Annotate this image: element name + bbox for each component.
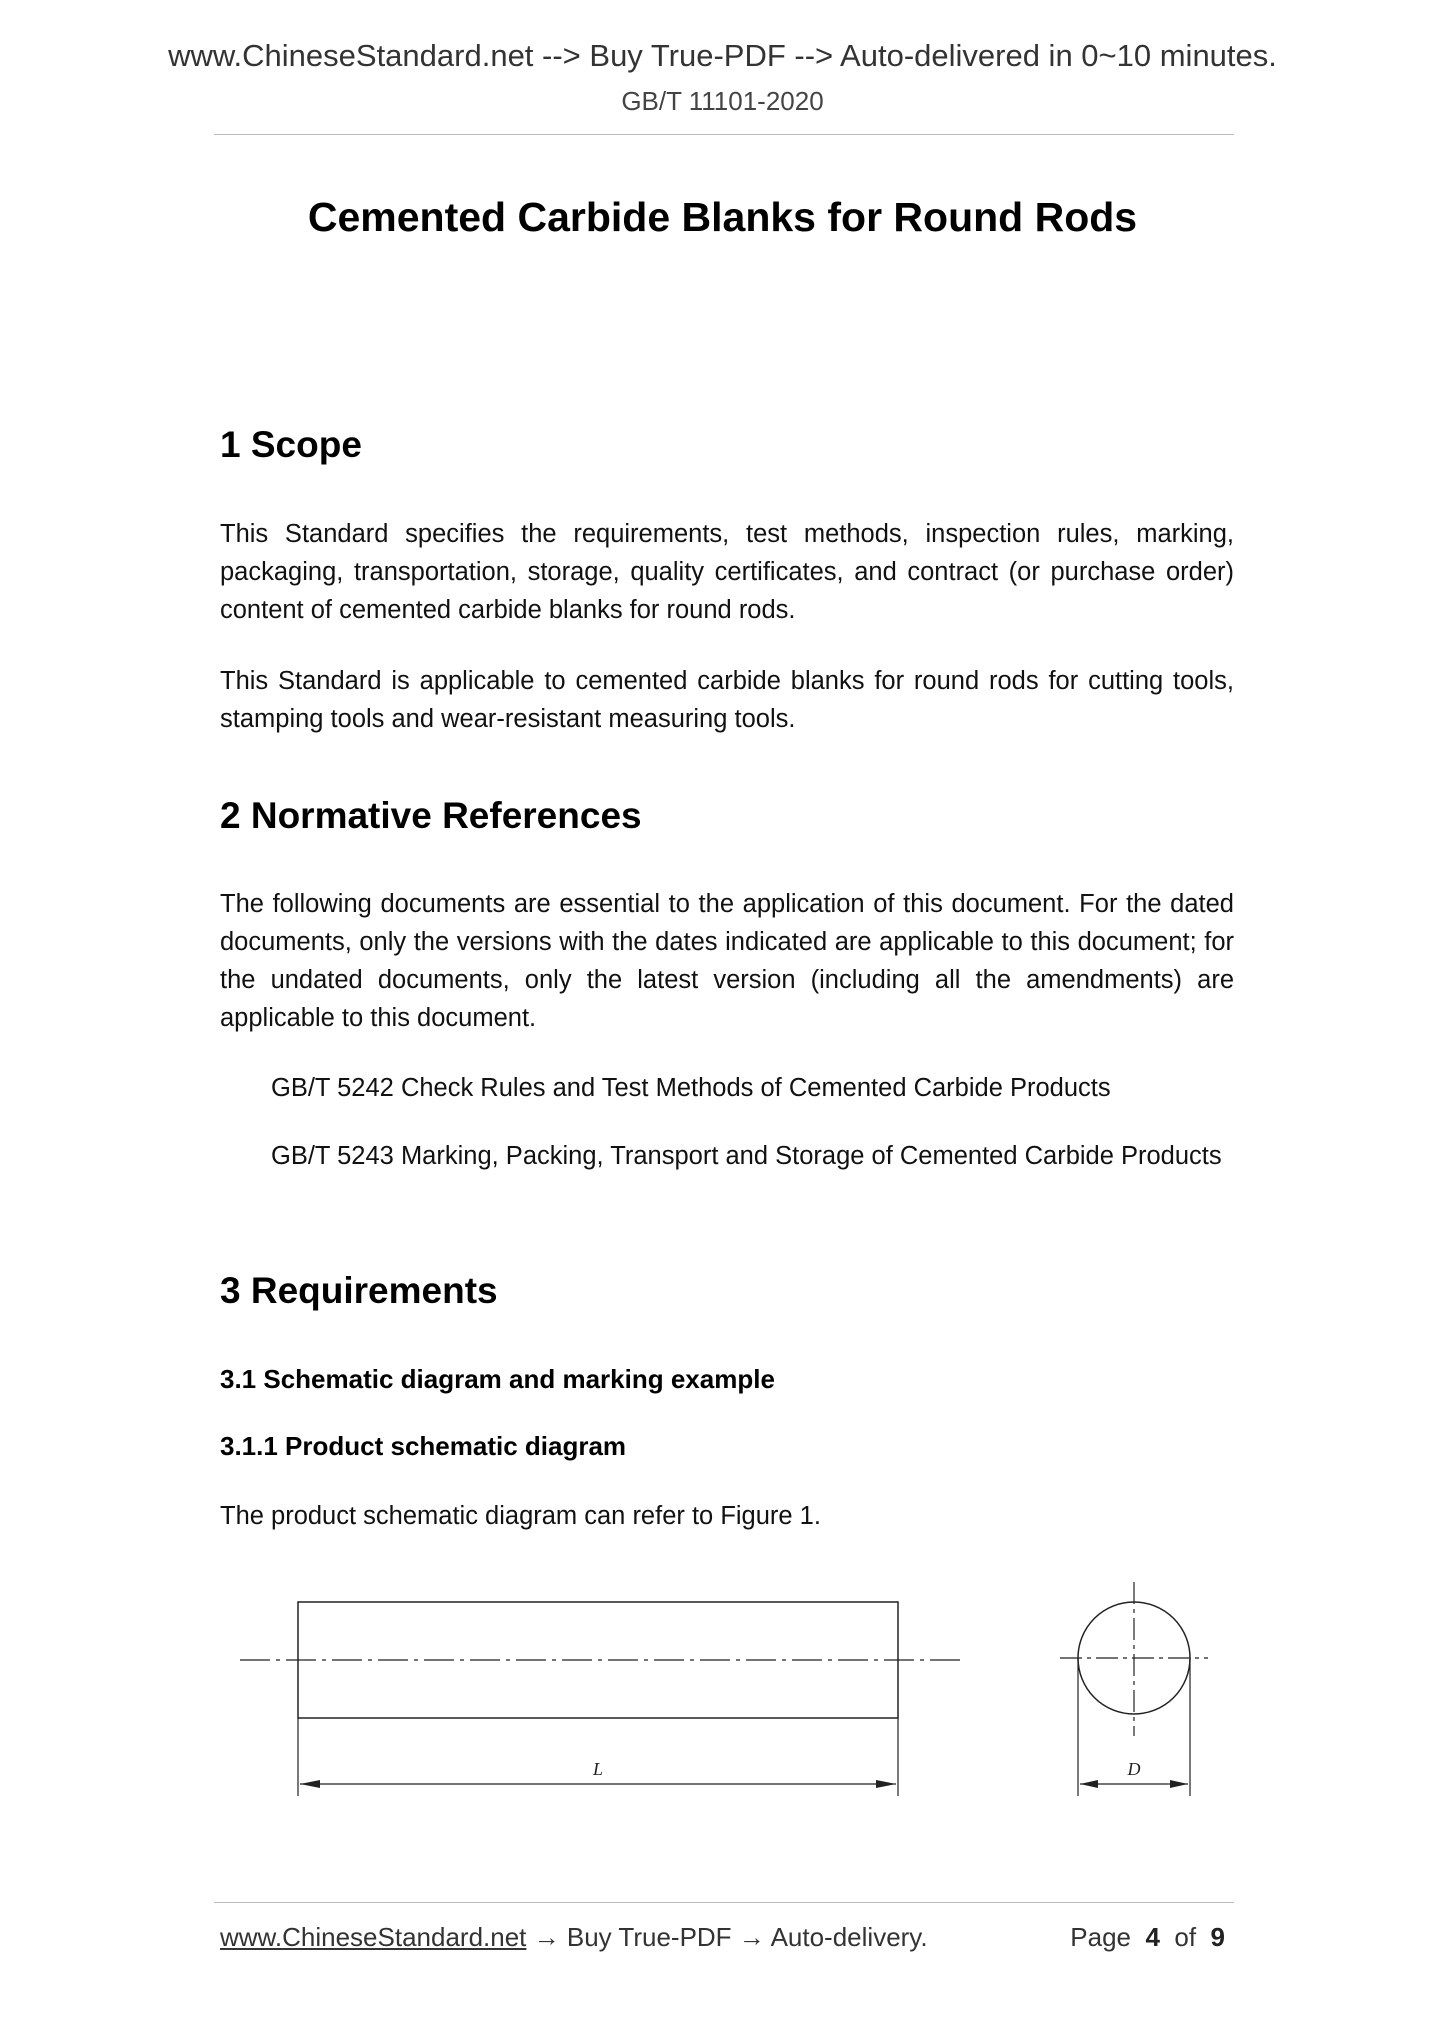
current-page-number: 4 [1145,1922,1160,1952]
subsection-heading-3-1-1: 3.1.1 Product schematic diagram [220,1431,627,1461]
section-heading-scope: 1 Scope [220,424,362,465]
references-paragraph: The following documents are essential to the application of this document. For the dated documents, only the versions with the dates indicated are applicable to this document; for the undated documents, only the latest version (including all the amendments) are applicable to this document. [220,890,1234,1032]
footer-promo-text: → Buy True-PDF → Auto-delivery. [526,1922,928,1952]
length-label: L [592,1759,604,1779]
subsection-heading-3-1: 3.1 Schematic diagram and marking example [220,1364,775,1394]
reference-item-gbt-5242: GB/T 5242 Check Rules and Test Methods of Cemented Carbide Products [271,1074,1111,1102]
scope-paragraph-1: This Standard specifies the requirements, test methods, inspection rules, marking, packaging, transportation, storage, quality certificates, and contract (or purchase order) content of cemented carbide blanks for round rods. [220,520,1234,624]
diameter-arrow-left [1080,1780,1098,1788]
section-heading-requirements: 3 Requirements [220,1270,498,1311]
footer-divider [214,1902,1234,1903]
total-page-count: 9 [1210,1922,1225,1952]
diameter-arrow-right [1170,1780,1188,1788]
length-arrow-right [876,1780,896,1788]
section-heading-normative-references: 2 Normative References [220,795,642,836]
header-doc-code: GB/T 11101-2020 [621,86,824,116]
scope-paragraph-2: This Standard is applicable to cemented carbide blanks for round rods for cutting tools, stamping tools and wear-resistant measuring tools. [220,667,1234,733]
header-banner: www.ChineseStandard.net --> Buy True-PDF --> Auto-delivered in 0~10 minutes. [168,38,1277,73]
reference-item-gbt-5243: GB/T 5243 Marking, Packing, Transport and Storage of Cemented Carbide Products [271,1142,1222,1170]
footer-page-indicator [1070,1922,1225,1953]
header-divider [214,134,1234,135]
of-word: of [1174,1922,1197,1952]
product-schematic-figure [230,1570,1220,1810]
document-title: Cemented Carbide Blanks for Round Rods [307,194,1138,240]
length-arrow-left [300,1780,320,1788]
footer-site-link[interactable]: www.ChineseStandard.net [220,1922,527,1952]
footer-promo [220,1922,928,1953]
diameter-label: D [1127,1759,1141,1779]
page-word: Page [1070,1922,1132,1952]
requirements-paragraph: The product schematic diagram can refer to Figure 1. [220,1502,821,1530]
